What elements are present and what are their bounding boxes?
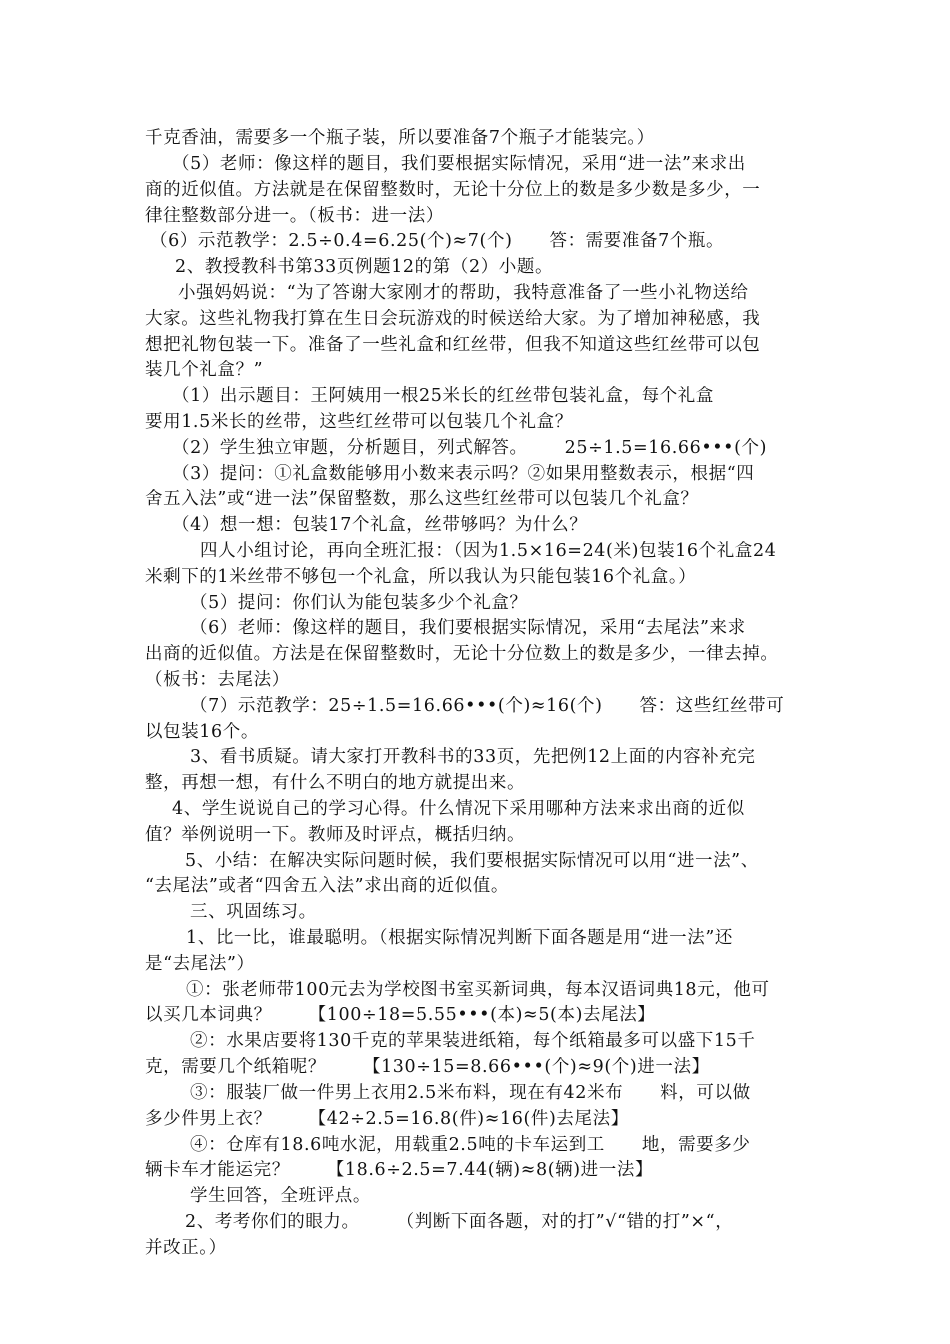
text-line: （1）出示题目：王阿姨用一根25米长的红丝带包装礼盒，每个礼盒 (172, 386, 714, 406)
text-line: 四人小组讨论，再向全班汇报：（因为1.5×16=24(米)包装16个礼盒24 (200, 541, 777, 561)
text-line: 辆卡车才能运完？ 【18.6÷2.5=7.44(辆)≈8(辆)进一法】 (145, 1160, 654, 1180)
text-line: ④：仓库有18.6吨水泥，用载重2.5吨的卡车运到工 地，需要多少 (190, 1135, 751, 1155)
text-line: 2、考考你们的眼力。 （判断下面各题，对的打”√“错的打”×“， (185, 1212, 734, 1232)
text-line: 米剩下的1米丝带不够包一个礼盒，所以我认为只能包装16个礼盒。） (145, 567, 697, 587)
text-line: 5、小结：在解决实际问题时候，我们要根据实际情况可以用“进一法”、 (185, 851, 759, 871)
text-line: 多少件男上衣？ 【42÷2.5=16.8(件)≈16(件)去尾法】 (145, 1109, 629, 1129)
text-line: “去尾法”或者“四舍五入法”求出商的近似值。 (145, 876, 509, 896)
text-line: 商的近似值。方法就是在保留整数时，无论十分位上的数是多少数是多少，一 (145, 180, 761, 200)
text-line: 3、看书质疑。请大家打开教科书的33页，先把例12上面的内容补充完 (190, 747, 756, 767)
text-line: ①：张老师带100元去为学校图书室买新词典，每本汉语词典18元，他可 (186, 980, 770, 1000)
text-line: 小强妈妈说：“为了答谢大家刚才的帮助，我特意准备了一些小礼物送给 (178, 283, 749, 303)
text-line: 舍五入法”或“进一法”保留整数，那么这些红丝带可以包装几个礼盒？ (145, 489, 699, 509)
text-line: （3）提问：①礼盒数能够用小数来表示吗？②如果用整数表示，根据“四 (172, 464, 755, 484)
text-line: 要用1.5米长的丝带，这些红丝带可以包装几个礼盒？ (145, 412, 573, 432)
text-line: 整，再想一想，有什么不明白的地方就提出来。 (145, 773, 526, 793)
text-line: 学生回答，全班评点。 (190, 1186, 371, 1206)
text-line: 出商的近似值。方法是在保留整数时，无论十分位数上的数是多少，一律去掉。 (145, 644, 779, 664)
text-line: 克，需要几个纸箱呢？ 【130÷15=8.66•••(个)≈9(个)进一法】 (145, 1057, 710, 1077)
text-line: （6）老师：像这样的题目，我们要根据实际情况，采用“去尾法”来求 (190, 618, 746, 638)
text-line: 1、比一比，谁最聪明。（根据实际情况判断下面各题是用“进一法”还 (186, 928, 733, 948)
text-line: （6）示范教学：2.5÷0.4=6.25(个)≈7(个) 答：需要准备7个瓶。 (150, 231, 725, 251)
text-line: （2）学生独立审题，分析题目，列式解答。 25÷1.5=16.66•••(个) (172, 438, 768, 458)
text-line: （7）示范教学：25÷1.5=16.66•••(个)≈16(个) 答：这些红丝带可 (190, 696, 785, 716)
text-line: 值？举例说明一下。教师及时评点，概括归纳。 (145, 825, 526, 845)
section-heading: 三、巩固练习。 (190, 902, 317, 922)
text-line: 是“去尾法”） (145, 954, 255, 974)
text-line: 以买几本词典？ 【100÷18=5.55•••(本)≈5(本)去尾法】 (145, 1005, 656, 1025)
text-line: 大家。这些礼物我打算在生日会玩游戏的时候送给大家。为了增加神秘感，我 (145, 309, 761, 329)
text-line: ②：水果店要将130千克的苹果装进纸箱，每个纸箱最多可以盛下15千 (190, 1031, 756, 1051)
text-line: 装几个礼盒？” (145, 360, 264, 380)
text-line: ③：服装厂做一件男上衣用2.5米布料，现在有42米布 料，可以做 (190, 1083, 751, 1103)
text-line: 千克香油，需要多一个瓶子装，所以要准备7个瓶子才能装完。） (145, 128, 655, 148)
text-line: （5）提问：你们认为能包装多少个礼盒？ (190, 593, 528, 613)
text-line: 以包装16个。 (145, 722, 259, 742)
text-line: 律往整数部分进一。（板书：进一法） (145, 206, 444, 226)
text-line: 并改正。） (145, 1238, 227, 1258)
text-line: （4）想一想：包装17个礼盒，丝带够吗？为什么？ (172, 515, 588, 535)
text-line: 4、学生说说自己的学习心得。什么情况下采用哪种方法来求出商的近似 (172, 799, 745, 819)
text-line: （5）老师：像这样的题目，我们要根据实际情况，采用“进一法”来求出 (172, 154, 746, 174)
text-line: 想把礼物包装一下。准备了一些礼盒和红丝带，但我不知道这些红丝带可以包 (145, 335, 761, 355)
text-line: （板书：去尾法） (145, 670, 290, 690)
text-line: 2、教授教科书第33页例题12的第（2）小题。 (175, 257, 554, 277)
